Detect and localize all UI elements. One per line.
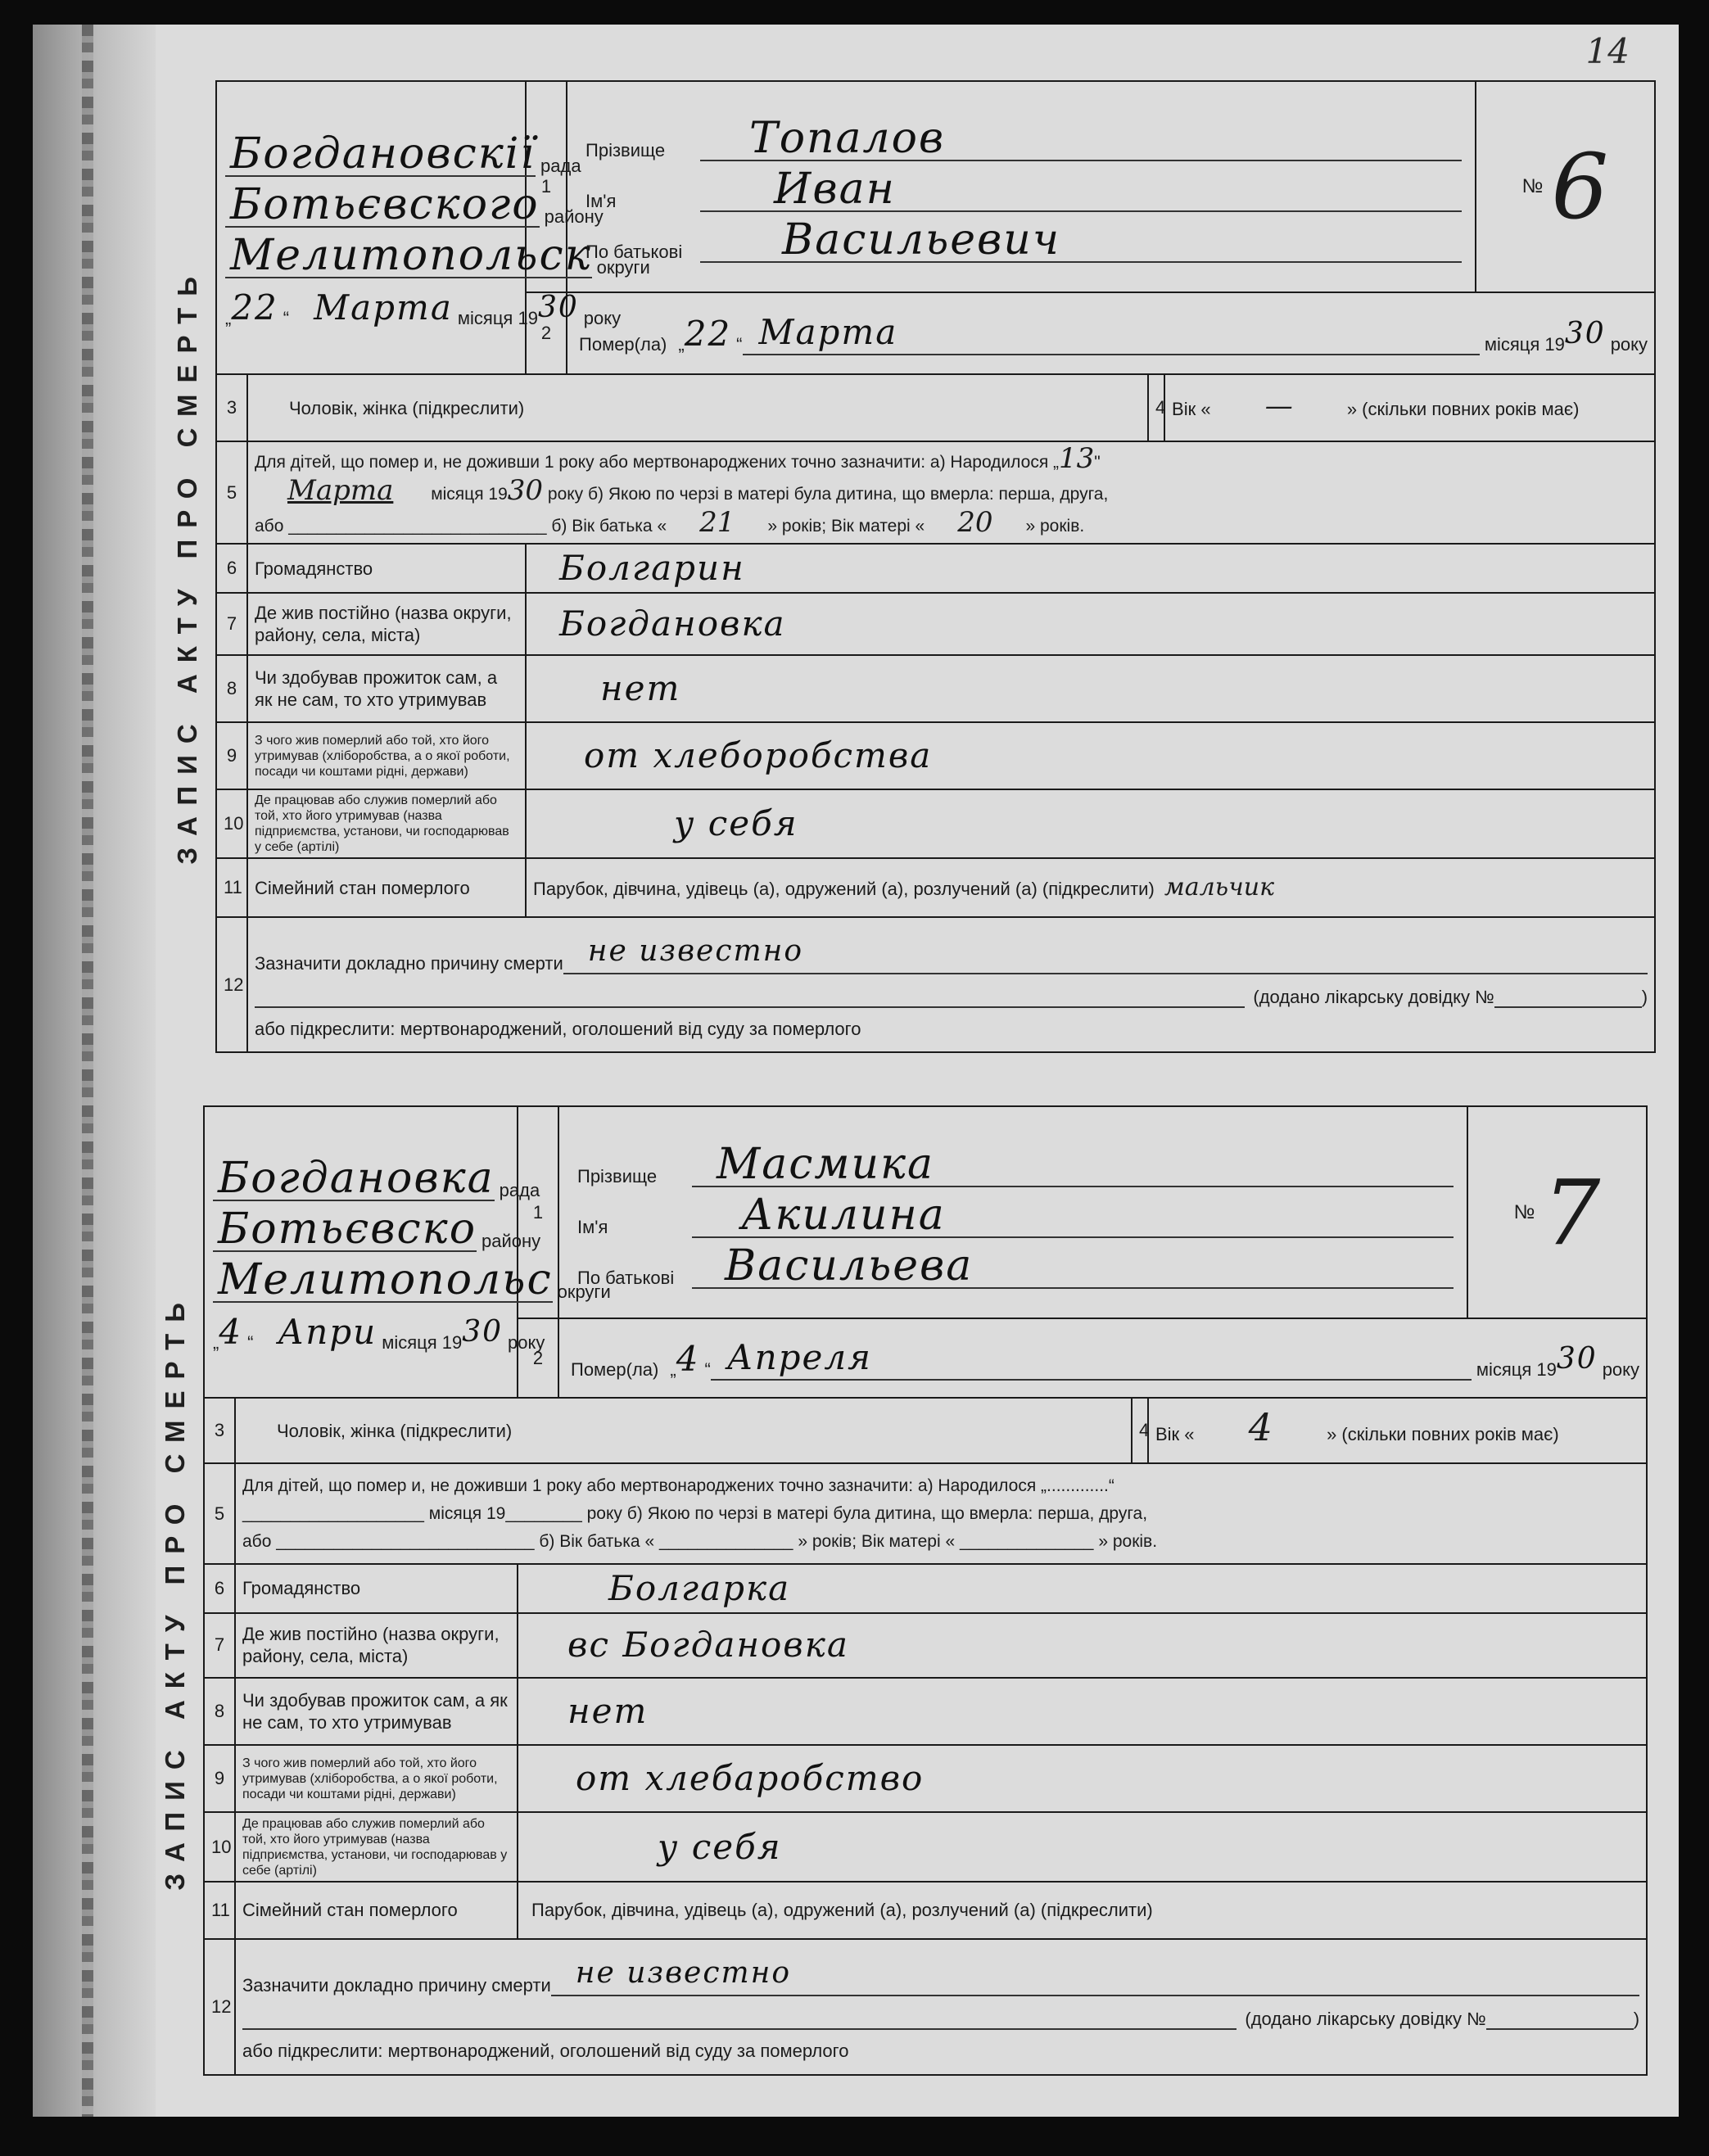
- raion-label: району: [544, 206, 604, 227]
- sex-label: Чоловік, жінка (підкреслити): [235, 1398, 1132, 1463]
- marital-value: мальчик: [1164, 872, 1274, 902]
- livelihood-value: нет: [518, 1678, 1647, 1745]
- age-label: Вік «: [1155, 1423, 1195, 1444]
- marital-options: Парубок, дівчина, удівець (а), одружений (а), розлучений (а) (підкреслити): [533, 878, 1155, 899]
- income-value: от хлеборобства: [526, 722, 1655, 789]
- stillborn-label: або підкреслити: мертвонароджений, оголошений від суду за померлого: [255, 1018, 861, 1039]
- children-line2: року б) Якою по черзі в матері була дитина, що вмерла: перша, друга,: [547, 485, 1109, 504]
- cause-value: не известно: [563, 930, 1648, 974]
- name-value: Акилина: [692, 1194, 1454, 1238]
- death-year: 30: [1556, 1341, 1598, 1376]
- record-number-label: №: [1513, 1200, 1535, 1223]
- citizenship-label: Громадянство: [247, 544, 526, 593]
- record-title: ЗАПИС АКТУ ПРО СМЕРТЬ: [172, 264, 202, 865]
- registry-header: Богдановка рада Ботьєвско району Мелитопольс округи „ 4 “ Апри місяця 19 30 року: [204, 1106, 518, 1398]
- years-suffix: » років.: [1098, 1531, 1158, 1551]
- rada-label: рада: [540, 156, 581, 176]
- income-label: З чого жив померлий або той, хто його утримував (хліборобства, а о якої роботи, посади чи коштами рідні, держави): [235, 1745, 518, 1812]
- row-number: 12: [216, 917, 247, 1052]
- residence-label: Де жив постійно (назва округи, району, села, міста): [247, 593, 526, 655]
- father-age-label: б) Вік батька «: [551, 517, 667, 536]
- patronymic-label: По батькові: [577, 1267, 675, 1288]
- row-number: 2: [518, 1318, 558, 1397]
- income-value: от хлебаробство: [518, 1745, 1647, 1812]
- sex-label: Чоловік, жінка (підкреслити): [247, 374, 1148, 441]
- age-value: 4: [1248, 1404, 1273, 1449]
- record-title: ЗАПИС АКТУ ПРО СМЕРТЬ: [160, 1290, 190, 1891]
- marital-field: [526, 858, 1655, 917]
- children-block: Для дітей, що помер и, не доживши 1 року або мертвонароджених точно зазначити: а) Народилося „.............“ ___________________ місяця 19________ року б) Якою по черзі в матері була дитина, що вмерла: перша, друга, або ___________________________ б) Вік батька « ______________ » років; Вік матері « ______________ » років.: [235, 1463, 1647, 1564]
- marital-label: Сімейний стан померлого: [235, 1882, 518, 1939]
- children-month-label: місяця 19: [431, 485, 508, 504]
- children-month-label: місяця 19: [428, 1503, 506, 1523]
- date-month: Марта: [314, 287, 453, 328]
- children-line1: Для дітей, що помер и, не доживши 1 року або мертвонароджених точно зазначити: а) Народилося „.............“: [242, 1476, 1114, 1495]
- raion-label: району: [482, 1230, 541, 1251]
- rada-value: Богдановскії: [225, 133, 536, 177]
- row-number: 1: [526, 81, 567, 292]
- livelihood-label: Чи здобував прожиток сам, а як не сам, то хто утримував: [247, 655, 526, 722]
- okruha-label: округи: [557, 1281, 611, 1302]
- children-or: або: [242, 1531, 272, 1551]
- record-number-box: [1476, 81, 1655, 292]
- cause-block: [247, 917, 1655, 1052]
- death-month-label: місяця 19: [1484, 334, 1565, 355]
- raion-value: Ботьєвского: [225, 183, 540, 228]
- marital-label: Сімейний стан померлого: [247, 858, 526, 917]
- row-number: 4: [1148, 374, 1164, 441]
- age-suffix: » (скільки повних років має): [1346, 399, 1580, 419]
- row-number: 7: [204, 1613, 235, 1677]
- row-number: 10: [216, 789, 247, 858]
- citizenship-label: Громадянство: [235, 1564, 518, 1613]
- residence-label: Де жив постійно (назва округи, району, села, міста): [235, 1613, 518, 1677]
- row-number: 8: [216, 655, 247, 722]
- children-birth-day: 13: [1059, 442, 1095, 475]
- citizenship-value: Болгарин: [526, 544, 1655, 593]
- row-number: 11: [216, 858, 247, 917]
- cause-label: Зазначити докладно причину смерти: [242, 1975, 551, 1996]
- certificate-close: ): [1641, 986, 1648, 1007]
- name-value: Иван: [700, 168, 1462, 212]
- record-sidebar: [160, 80, 215, 1049]
- row-number: 3: [216, 374, 247, 441]
- work-label: Де працював або служив померлий або той, хто його утримував (назва підприємства, установи, чи господарював у себе (артілі): [247, 789, 526, 858]
- date-month: Апри: [278, 1311, 378, 1352]
- name-label: Ім'я: [585, 191, 617, 211]
- record-number: 6: [1551, 134, 1609, 239]
- page-number: 14: [1585, 31, 1630, 71]
- okruha-value: Мелитопольск: [225, 234, 592, 278]
- father-age-label: б) Вік батька «: [539, 1531, 655, 1551]
- record-sidebar: [147, 1105, 203, 2076]
- age-suffix: » (скільки повних років має): [1327, 1423, 1559, 1444]
- record-number: 7: [1543, 1159, 1601, 1265]
- year-label: року: [583, 308, 622, 328]
- age-field: [1148, 1398, 1647, 1463]
- surname-value: Топалов: [700, 117, 1462, 161]
- work-value: у себя: [526, 789, 1655, 858]
- children-birth-month: Марта: [287, 474, 394, 507]
- children-or: або: [255, 517, 284, 536]
- row-number: 7: [216, 593, 247, 655]
- month-label: місяця 19: [382, 1331, 463, 1353]
- patronymic-value: Васильевич: [700, 219, 1462, 263]
- row-number: 6: [216, 544, 247, 593]
- registry-header: Богдановскії рада Ботьєвского району Мелитопольск округи „ 22 “ Марта місяця 19 30 року: [216, 81, 526, 374]
- work-value: у себя: [518, 1812, 1647, 1881]
- row-number: 8: [204, 1678, 235, 1745]
- death-day: 22: [684, 314, 732, 354]
- livelihood-label: Чи здобував прожиток сам, а як не сам, то хто утримував: [235, 1678, 518, 1745]
- record-number-label: №: [1521, 175, 1544, 197]
- children-line1: Для дітей, що помер и, не доживши 1 року або мертвонароджених точно зазначити: а) Народилося „: [255, 453, 1060, 472]
- death-record-2: [147, 1105, 1646, 2076]
- certificate-label: (додано лікарську довідку №: [1245, 2009, 1486, 2030]
- row-number: 11: [204, 1882, 235, 1939]
- row-number: 5: [216, 441, 247, 544]
- death-label: Помер(ла): [579, 334, 667, 355]
- mother-age: 20: [957, 506, 993, 539]
- death-year-label: року: [1610, 334, 1648, 355]
- month-label: місяця 19: [457, 308, 538, 328]
- rada-label: рада: [499, 1179, 540, 1200]
- patronymic-label: По батькові: [585, 242, 683, 262]
- cause-value: не известно: [551, 1952, 1639, 1996]
- marital-options: Парубок, дівчина, удівець (а), одружений (а), розлучений (а) (підкреслити): [518, 1882, 1647, 1939]
- residence-value: вс Богдановка: [518, 1613, 1647, 1677]
- register-page: [33, 25, 1679, 2117]
- age-value: —: [1264, 390, 1293, 423]
- age-field: [1164, 374, 1655, 441]
- row-number: 6: [204, 1564, 235, 1613]
- date-day: 4: [219, 1311, 243, 1352]
- death-year-label: року: [1602, 1358, 1640, 1380]
- record-number-box: [1467, 1106, 1647, 1318]
- date-year: 30: [537, 291, 579, 324]
- row-number: 1: [518, 1106, 558, 1318]
- raion-value: Ботьєвско: [213, 1208, 477, 1252]
- okruha-label: округи: [596, 257, 650, 278]
- income-label: З чого жив померлий або той, хто його утримував (хліборобства, а о якої роботи, посади чи коштами рідні, держави): [247, 722, 526, 789]
- death-year: 30: [1564, 317, 1606, 350]
- row-number: 12: [204, 1939, 235, 2075]
- rada-value: Богдановка: [213, 1157, 495, 1201]
- citizenship-value: Болгарка: [518, 1564, 1647, 1613]
- name-block: [558, 1106, 1467, 1318]
- death-label: Помер(ла): [571, 1358, 659, 1380]
- date-year: 30: [462, 1314, 504, 1349]
- surname-label: Прізвище: [577, 1165, 658, 1186]
- okruha-value: Мелитопольс: [213, 1259, 553, 1303]
- livelihood-value: нет: [526, 655, 1655, 722]
- children-line2: року б) Якою по черзі в матері була дитина, що вмерла: перша, друга,: [586, 1503, 1148, 1523]
- cause-label: Зазначити докладно причину смерти: [255, 952, 563, 974]
- children-block: Для дітей, що помер и, не доживши 1 року або мертвонароджених точно зазначити: а) Народилося „13" Марта місяця 1930 року б) Якою по черзі в матері була дитина, що вмерла: перша, друга, або ___________________________ б) Вік батька « 21 » років; Вік матері « 20 » років.: [247, 441, 1655, 544]
- stillborn-label: або підкреслити: мертвонароджений, оголошений від суду за померлого: [242, 2041, 849, 2062]
- death-month: Марта: [743, 311, 1480, 355]
- name-label: Ім'я: [577, 1216, 608, 1237]
- certificate-close: ): [1633, 2009, 1640, 2030]
- work-label: Де працював або служив померлий або той, хто його утримував (назва підприємства, установи, чи господарював у себе (артілі): [235, 1812, 518, 1881]
- row-number: 2: [526, 292, 567, 374]
- certificate-label: (додано лікарську довідку №: [1253, 986, 1494, 1007]
- mother-age-label: » років; Вік матері «: [798, 1531, 956, 1551]
- mother-age-label: » років; Вік матері «: [767, 517, 925, 536]
- surname-value: Масмика: [692, 1143, 1454, 1187]
- death-record-1: [160, 80, 1654, 1049]
- row-number: 9: [204, 1745, 235, 1812]
- father-age: 21: [699, 506, 735, 539]
- patronymic-value: Васильева: [692, 1245, 1454, 1289]
- row-number: 5: [204, 1463, 235, 1564]
- row-number: 10: [204, 1812, 235, 1881]
- years-suffix: » років.: [1025, 517, 1085, 536]
- record-form: [203, 1105, 1648, 2076]
- row-number: 4: [1132, 1398, 1148, 1463]
- book-binding: [33, 25, 156, 2117]
- surname-label: Прізвище: [585, 140, 666, 160]
- residence-value: Богдановка: [526, 593, 1655, 655]
- death-date: Помер(ла) „ 22 “ Марта місяця 19 30 року: [567, 292, 1655, 374]
- death-month-label: місяця 19: [1476, 1358, 1557, 1380]
- death-month: Апреля: [711, 1336, 1472, 1381]
- date-day: 22: [231, 287, 278, 328]
- row-number: 3: [204, 1398, 235, 1463]
- row-number: 9: [216, 722, 247, 789]
- cause-block: [235, 1939, 1647, 2075]
- year-label: року: [508, 1331, 545, 1353]
- record-form: [215, 80, 1656, 1053]
- age-label: Вік «: [1172, 399, 1211, 419]
- children-birth-year: 30: [507, 474, 544, 507]
- death-date: Помер(ла) „ 4 “ Апреля місяця 19 30 року: [558, 1318, 1647, 1397]
- name-block: [567, 81, 1476, 292]
- death-day: 4: [676, 1338, 700, 1379]
